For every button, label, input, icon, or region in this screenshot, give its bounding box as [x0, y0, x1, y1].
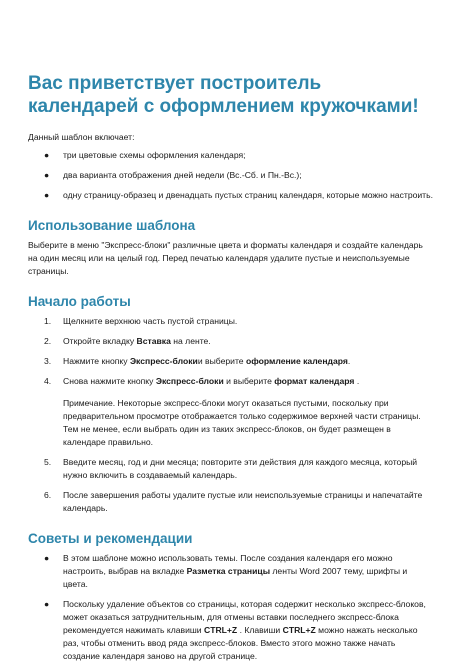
- tips-list: [28, 552, 434, 663]
- note-text: Примечание. Некоторые экспресс-блоки могут оказаться пустыми, поскольку при предварительном просмотре отображается только содержимое верхней части страницы. Тем не менее, если выбрать один из таких экспресс-блоков, он будет размещен в календаре правильно.: [63, 398, 421, 447]
- section-heading-tips: Советы и рекомендации: [28, 531, 193, 546]
- bullet-icon: ●: [44, 599, 50, 609]
- list-item: 5. Введите месяц, год и дни месяца; повторите эти действия для каждого месяца, который нужно включить в создаваемый календарь.: [44, 457, 418, 480]
- intro-list: [28, 149, 434, 202]
- document-body: [28, 72, 434, 663]
- list-item: 2. Откройте вкладку Вставка на ленте.: [44, 336, 211, 346]
- list-item: ● два варианта отображения дней недели (Вс.-Сб. и Пн.-Вс.);: [44, 170, 302, 180]
- list-item: ● одну страницу-образец и двенадцать пустых страниц календаря, которые можно настроить.: [44, 190, 433, 200]
- list-item: 4. Снова нажмите кнопку Экспресс-блоки и выберите формат календаря .: [44, 376, 360, 386]
- list-item: ● В этом шаблоне можно использовать темы. После создания календаря его можно настроить, выбрав на вкладке Разметка страницы ленты Word 2007 тему, шрифты и цвета.: [44, 553, 408, 589]
- bullet-icon: ●: [44, 190, 50, 200]
- bullet-icon: ●: [44, 150, 50, 160]
- list-item: 3. Нажмите кнопку Экспресс-блокии выберите оформление календаря.: [44, 356, 351, 366]
- usage-text: Выберите в меню "Экспресс-блоки" различные цвета и форматы календаря и создайте календарь на один месяц или на целый год. Перед печатью календаря удалите пустые и неиспользуемые страницы.: [28, 240, 423, 276]
- list-item: 1. Щелкните верхнюю часть пустой страницы.: [44, 316, 238, 326]
- bullet-icon: ●: [44, 553, 50, 563]
- list-item: 6. После завершения работы удалите пустые или неиспользуемые страницы и напечатайте календарь.: [44, 490, 423, 513]
- section-heading-start: Начало работы: [28, 294, 131, 309]
- intro-text: Данный шаблон включает:: [28, 132, 135, 142]
- list-item: ● Поскольку удаление объектов со страницы, которая содержит несколько экспресс-блоков, может оказаться затруднительным, для отмены вставки последнего экспресс-блока рекомендуется нажимать клавиши CTRL+Z . Клавиши CTRL+Z можно нажать несколько раз, чтобы отменить ввод ряда экспресс-блоков. Вместо этого можно также начать создание календаря заново на другой странице.: [44, 599, 426, 661]
- section-heading-usage: Использование шаблона: [28, 218, 196, 233]
- start-steps: [28, 315, 434, 388]
- document-title: Вас приветствует построитель календарей с оформлением кружочками!: [28, 73, 419, 117]
- bullet-icon: ●: [44, 170, 50, 180]
- start-steps-continued: [28, 456, 434, 515]
- list-item: ● три цветовые схемы оформления календаря;: [44, 150, 246, 160]
